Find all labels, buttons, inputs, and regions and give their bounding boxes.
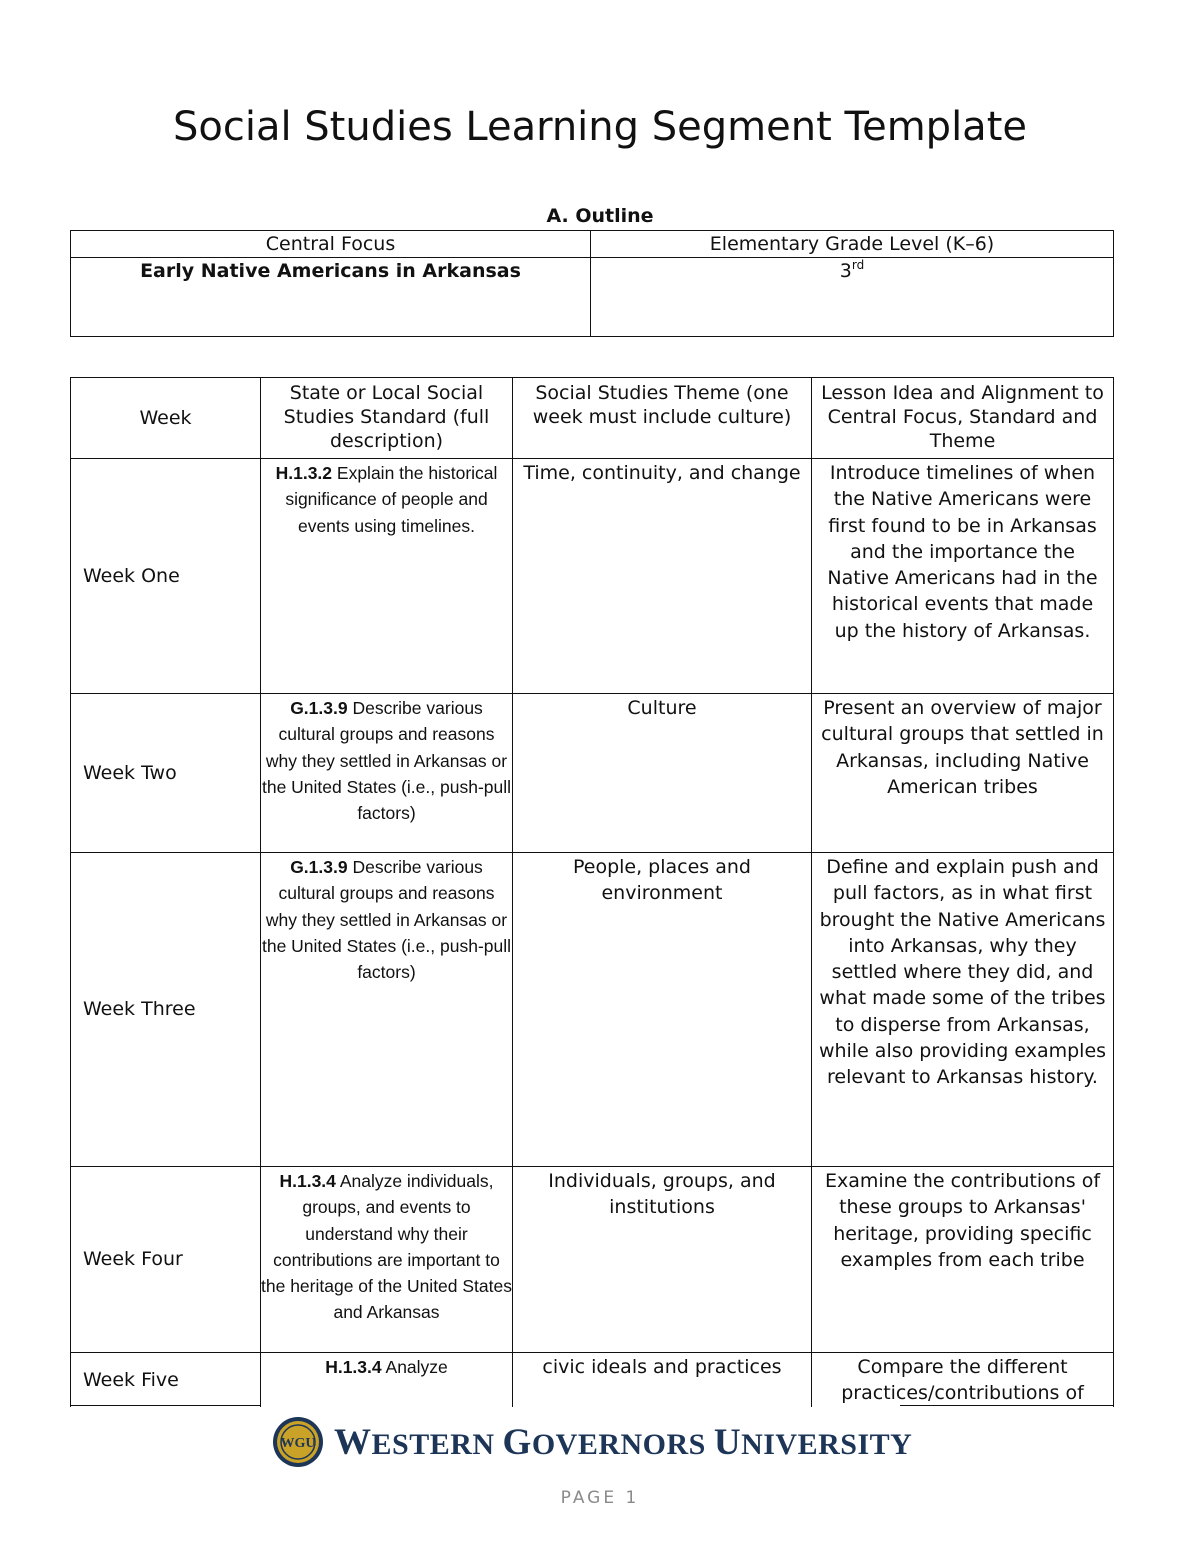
standard-cell (261, 1353, 513, 1407)
wordmark-niversity: NIVERSITY (741, 1427, 913, 1461)
standard-cell (261, 853, 513, 1167)
wgu-logo (272, 1416, 912, 1468)
standard-text: Analyze (385, 1357, 448, 1377)
university-wordmark (334, 1421, 912, 1464)
central-focus-value: Early Native Americans in Arkansas (71, 258, 591, 337)
lesson-idea-cell: Present an overview of major cultural groups that settled in Arkansas, including Native American tribes (812, 694, 1114, 853)
page-title: Social Studies Learning Segment Template (172, 104, 1027, 150)
header-week: Week (71, 378, 261, 459)
wordmark-initial-g: G (502, 1421, 532, 1463)
table-bottom-border-right (900, 1405, 1113, 1406)
week-label: Week Five (71, 1353, 261, 1407)
standard-text: Describe various cultural groups and reasons why they settled in Arkansas or the United States (i.e., push-pull factors) (261, 857, 512, 983)
standard-cell (261, 459, 513, 694)
lesson-idea-cell: Define and explain push and pull factors, as in what first brought the Native Americans into Arkansas, why they settled where they did, and what made some of the tribes to disperse from Arkansas, while also providing examples relevant to Arkansas history. (812, 853, 1114, 1167)
week-label: Week One (71, 459, 261, 694)
theme-cell: Individuals, groups, and institutions (513, 1167, 812, 1353)
table-header-row (71, 378, 1114, 459)
standard-code: H.1.3.4 (325, 1357, 382, 1377)
page-number: PAGE 1 (560, 1488, 640, 1508)
standard-code: G.1.3.9 (290, 857, 348, 877)
wordmark-estern: ESTERN (371, 1427, 495, 1461)
weekly-plan-table (70, 377, 1114, 1407)
central-focus-label: Central Focus (71, 231, 591, 258)
grade-level-value (591, 258, 1114, 337)
header-standard: State or Local Social Studies Standard (full description) (261, 378, 513, 459)
theme-cell: Culture (513, 694, 812, 853)
table-row (71, 1353, 1114, 1407)
table-bottom-border-left (70, 1405, 260, 1406)
wordmark-initial-w: W (334, 1421, 372, 1463)
standard-cell (261, 1167, 513, 1353)
header-theme: Social Studies Theme (one week must include culture) (513, 378, 812, 459)
theme-cell: People, places and environment (513, 853, 812, 1167)
grade-suffix: rd (851, 258, 865, 272)
table-row (71, 853, 1114, 1167)
table-row (71, 1167, 1114, 1353)
week-label: Week Four (71, 1167, 261, 1353)
seal-initials: WGU (280, 1436, 316, 1451)
wordmark-initial-u: U (713, 1421, 742, 1463)
section-heading: A. Outline (546, 205, 654, 227)
lesson-idea-cell: Introduce timelines of when the Native Americans were first found to be in Arkansas and the importance the Native Americans had in the historical events that made up the history of Arkansas. (812, 459, 1114, 694)
theme-cell: Time, continuity, and change (513, 459, 812, 694)
standard-code: H.1.3.2 (275, 463, 333, 483)
table-row (71, 459, 1114, 694)
week-label: Week Two (71, 694, 261, 853)
grade-level-label: Elementary Grade Level (K–6) (591, 231, 1114, 258)
lesson-idea-cell: Examine the contributions of these groups to Arkansas' heritage, providing specific examples from each tribe (812, 1167, 1114, 1353)
wordmark-overnors: OVERNORS (531, 1427, 706, 1461)
standard-code: H.1.3.4 (279, 1171, 336, 1191)
table-row (71, 694, 1114, 853)
grade-number: 3 (839, 260, 852, 282)
standard-cell (261, 694, 513, 853)
week-label: Week Three (71, 853, 261, 1167)
theme-cell: civic ideals and practices (513, 1353, 812, 1407)
university-seal-icon (272, 1416, 324, 1468)
standard-text: Explain the historical significance of people and events using timelines. (285, 463, 498, 536)
header-lesson-idea: Lesson Idea and Alignment to Central Focus, Standard and Theme (812, 378, 1114, 459)
outline-table (70, 230, 1114, 337)
lesson-idea-cell: Compare the different practices/contributions of (812, 1353, 1114, 1407)
standard-text: Analyze individuals, groups, and events to understand why their contributions are important to the heritage of the United States and Arkansas (261, 1171, 512, 1323)
standard-text: Describe various cultural groups and reasons why they settled in Arkansas or the United States (i.e., push-pull factors) (261, 698, 512, 824)
standard-code: G.1.3.9 (290, 698, 348, 718)
